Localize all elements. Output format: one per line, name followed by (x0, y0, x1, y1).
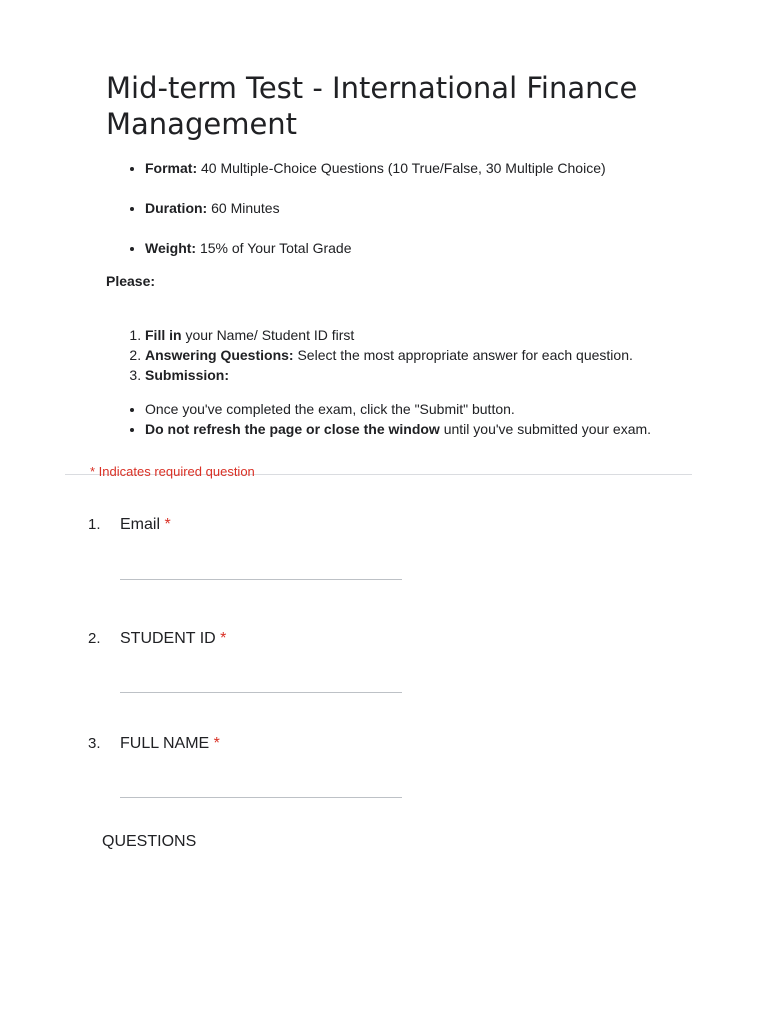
step-label: Fill in (145, 327, 182, 343)
step-item (145, 325, 633, 345)
student-id-input-line[interactable] (120, 692, 402, 693)
required-asterisk: * (220, 630, 227, 647)
question-number: 1. (88, 516, 101, 533)
step-item (145, 345, 633, 365)
question-number: 2. (88, 630, 101, 647)
required-asterisk: * (213, 735, 220, 752)
full-name-input-line[interactable] (120, 797, 402, 798)
step-label: Answering Questions: (145, 347, 294, 363)
note-label: Do not refresh the page or close the window (145, 421, 440, 437)
note-text: until you've submitted your exam. (439, 421, 652, 437)
info-item-duration (145, 198, 606, 238)
email-input-line[interactable] (120, 579, 402, 580)
section-title-questions: QUESTIONS (102, 833, 197, 850)
step-text: your Name/ Student ID first (181, 327, 355, 343)
info-label: Duration: (145, 200, 208, 216)
required-asterisk: * (164, 516, 171, 533)
question-label-text: Email (120, 516, 161, 533)
exam-info-list (145, 158, 606, 278)
instruction-steps (145, 325, 633, 385)
info-item-weight (145, 238, 606, 278)
question-label-text: STUDENT ID (120, 630, 216, 647)
note-text: Once you've completed the exam, click the "Submit" button. (145, 401, 515, 417)
question-label (120, 733, 220, 755)
step-label: Submission: (145, 367, 230, 383)
note-item (145, 399, 651, 419)
required-question-note: * Indicates required question (90, 464, 255, 479)
step-item (145, 365, 633, 385)
info-label: Weight: (145, 240, 197, 256)
form-title: Mid-term Test - International Finance Management (106, 71, 638, 141)
info-text: 60 Minutes (207, 200, 280, 216)
question-label (120, 514, 171, 536)
step-text: Select the most appropriate answer for each question. (293, 347, 633, 363)
question-label-text: FULL NAME (120, 735, 210, 752)
question-label (120, 628, 226, 650)
info-text: 40 Multiple-Choice Questions (10 True/False, 30 Multiple Choice) (197, 160, 606, 176)
question-number: 3. (88, 735, 101, 752)
please-label: Please: (106, 273, 156, 289)
info-text: 15% of Your Total Grade (196, 240, 352, 256)
info-item-format (145, 158, 606, 198)
info-label: Format: (145, 160, 198, 176)
submission-notes (145, 399, 651, 439)
note-item (145, 419, 651, 439)
